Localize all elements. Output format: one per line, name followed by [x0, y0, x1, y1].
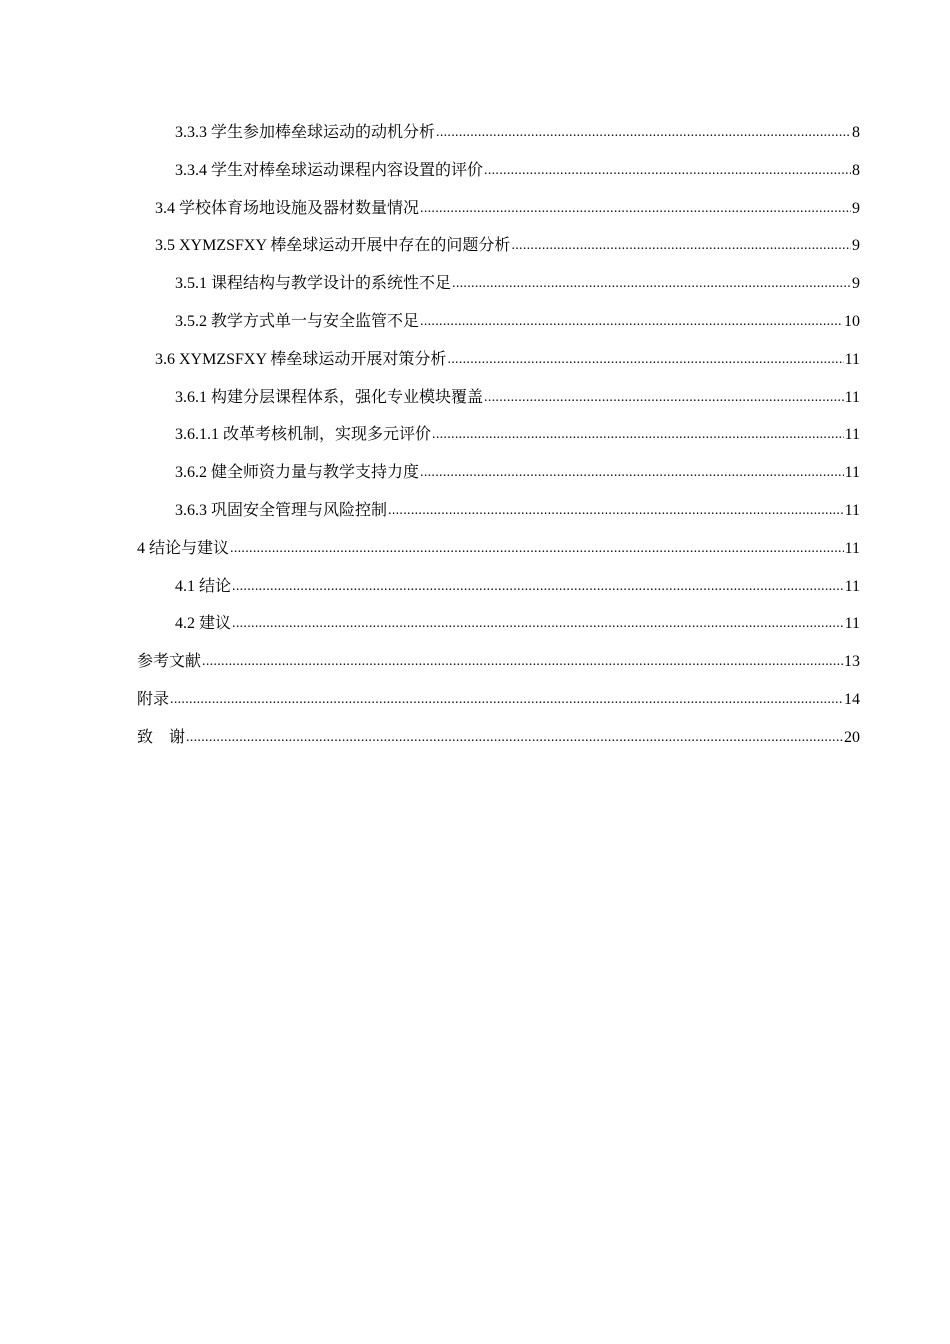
toc-entry-title: 3.6 XYMZSFXY 棒垒球运动开展对策分析	[155, 350, 447, 368]
toc-dot-leader	[432, 415, 844, 454]
toc-dot-leader	[484, 378, 844, 417]
toc-entry-title: 3.3.4 学生对棒垒球运动课程内容设置的评价	[175, 161, 484, 179]
toc-entry-4-1[interactable]	[137, 568, 860, 606]
toc-entry-3-6-3[interactable]	[137, 492, 860, 530]
toc-entry-page: 20	[844, 728, 860, 746]
toc-entry-page: 11	[844, 577, 860, 595]
toc-entry-page: 9	[852, 275, 860, 293]
toc-entry-title: 附录	[137, 690, 170, 708]
table-of-contents	[137, 114, 860, 757]
toc-entry-page: 11	[844, 388, 860, 406]
toc-entry-title: 4.2 建议	[175, 615, 232, 633]
toc-entry-title: 4 结论与建议	[137, 539, 230, 557]
toc-dot-leader	[230, 529, 844, 568]
toc-entry-page: 8	[852, 124, 860, 141]
toc-entry-3-5-2[interactable]	[137, 303, 860, 341]
toc-entry-3-6-1-1[interactable]	[137, 416, 860, 454]
toc-dot-leader	[232, 567, 844, 606]
toc-dot-leader	[170, 680, 843, 719]
toc-entry-3-3-3[interactable]	[137, 114, 860, 152]
toc-entry-title: 3.5 XYMZSFXY 棒垒球运动开展中存在的问题分析	[155, 237, 511, 255]
toc-entry-page: 9	[852, 237, 860, 255]
toc-dot-leader	[511, 226, 851, 265]
toc-entry-page: 11	[844, 501, 860, 519]
toc-entry-3-4[interactable]	[137, 190, 860, 228]
toc-entry-title: 3.3.3 学生参加棒垒球运动的动机分析	[175, 124, 436, 141]
toc-dot-leader	[452, 264, 851, 303]
toc-entry-title: 参考文献	[137, 653, 202, 671]
toc-entry-title: 3.4 学校体育场地设施及器材数量情况	[155, 199, 420, 217]
toc-entry-page: 11	[844, 350, 860, 368]
toc-entry-page: 8	[852, 161, 860, 179]
toc-entry-title: 3.6.1 构建分层课程体系，强化专业模块覆盖	[175, 388, 484, 406]
toc-entry-title: 3.5.1 课程结构与教学设计的系统性不足	[175, 275, 452, 293]
toc-entry-title: 致 谢	[137, 728, 186, 746]
toc-dot-leader	[447, 340, 843, 379]
toc-entry-page: 11	[844, 464, 860, 482]
toc-entry-acknowledgements[interactable]	[137, 719, 860, 757]
toc-dot-leader	[202, 642, 843, 681]
toc-dot-leader	[186, 718, 843, 757]
toc-dot-leader	[420, 189, 851, 228]
toc-dot-leader	[484, 151, 851, 190]
toc-entry-3-5-1[interactable]	[137, 265, 860, 303]
toc-entry-3-6-1[interactable]	[137, 379, 860, 417]
toc-entry-page: 10	[844, 312, 860, 330]
toc-entry-4[interactable]	[137, 530, 860, 568]
toc-entry-page: 9	[852, 199, 860, 217]
toc-entry-page: 11	[844, 426, 860, 444]
toc-entry-3-3-4[interactable]	[137, 152, 860, 190]
toc-dot-leader	[388, 491, 844, 530]
toc-entry-page: 13	[844, 653, 860, 671]
toc-entry-appendix[interactable]	[137, 681, 860, 719]
toc-entry-3-6[interactable]	[137, 341, 860, 379]
toc-dot-leader	[232, 604, 844, 643]
toc-dot-leader	[420, 453, 844, 492]
toc-entry-title: 3.6.3 巩固安全管理与风险控制	[175, 501, 388, 519]
toc-entry-page: 11	[844, 615, 860, 633]
toc-entry-page: 14	[844, 690, 860, 708]
toc-entry-3-6-2[interactable]	[137, 454, 860, 492]
toc-entry-references[interactable]	[137, 643, 860, 681]
toc-entry-4-2[interactable]	[137, 605, 860, 643]
toc-entry-title: 4.1 结论	[175, 577, 232, 595]
toc-dot-leader	[420, 302, 843, 341]
toc-entry-title: 3.6.1.1 改革考核机制，实现多元评价	[175, 426, 432, 444]
toc-entry-title: 3.6.2 健全师资力量与教学支持力度	[175, 464, 420, 482]
toc-entry-3-5[interactable]	[137, 227, 860, 265]
toc-entry-title: 3.5.2 教学方式单一与安全监管不足	[175, 312, 420, 330]
toc-entry-page: 11	[844, 539, 860, 557]
toc-dot-leader	[436, 113, 851, 152]
